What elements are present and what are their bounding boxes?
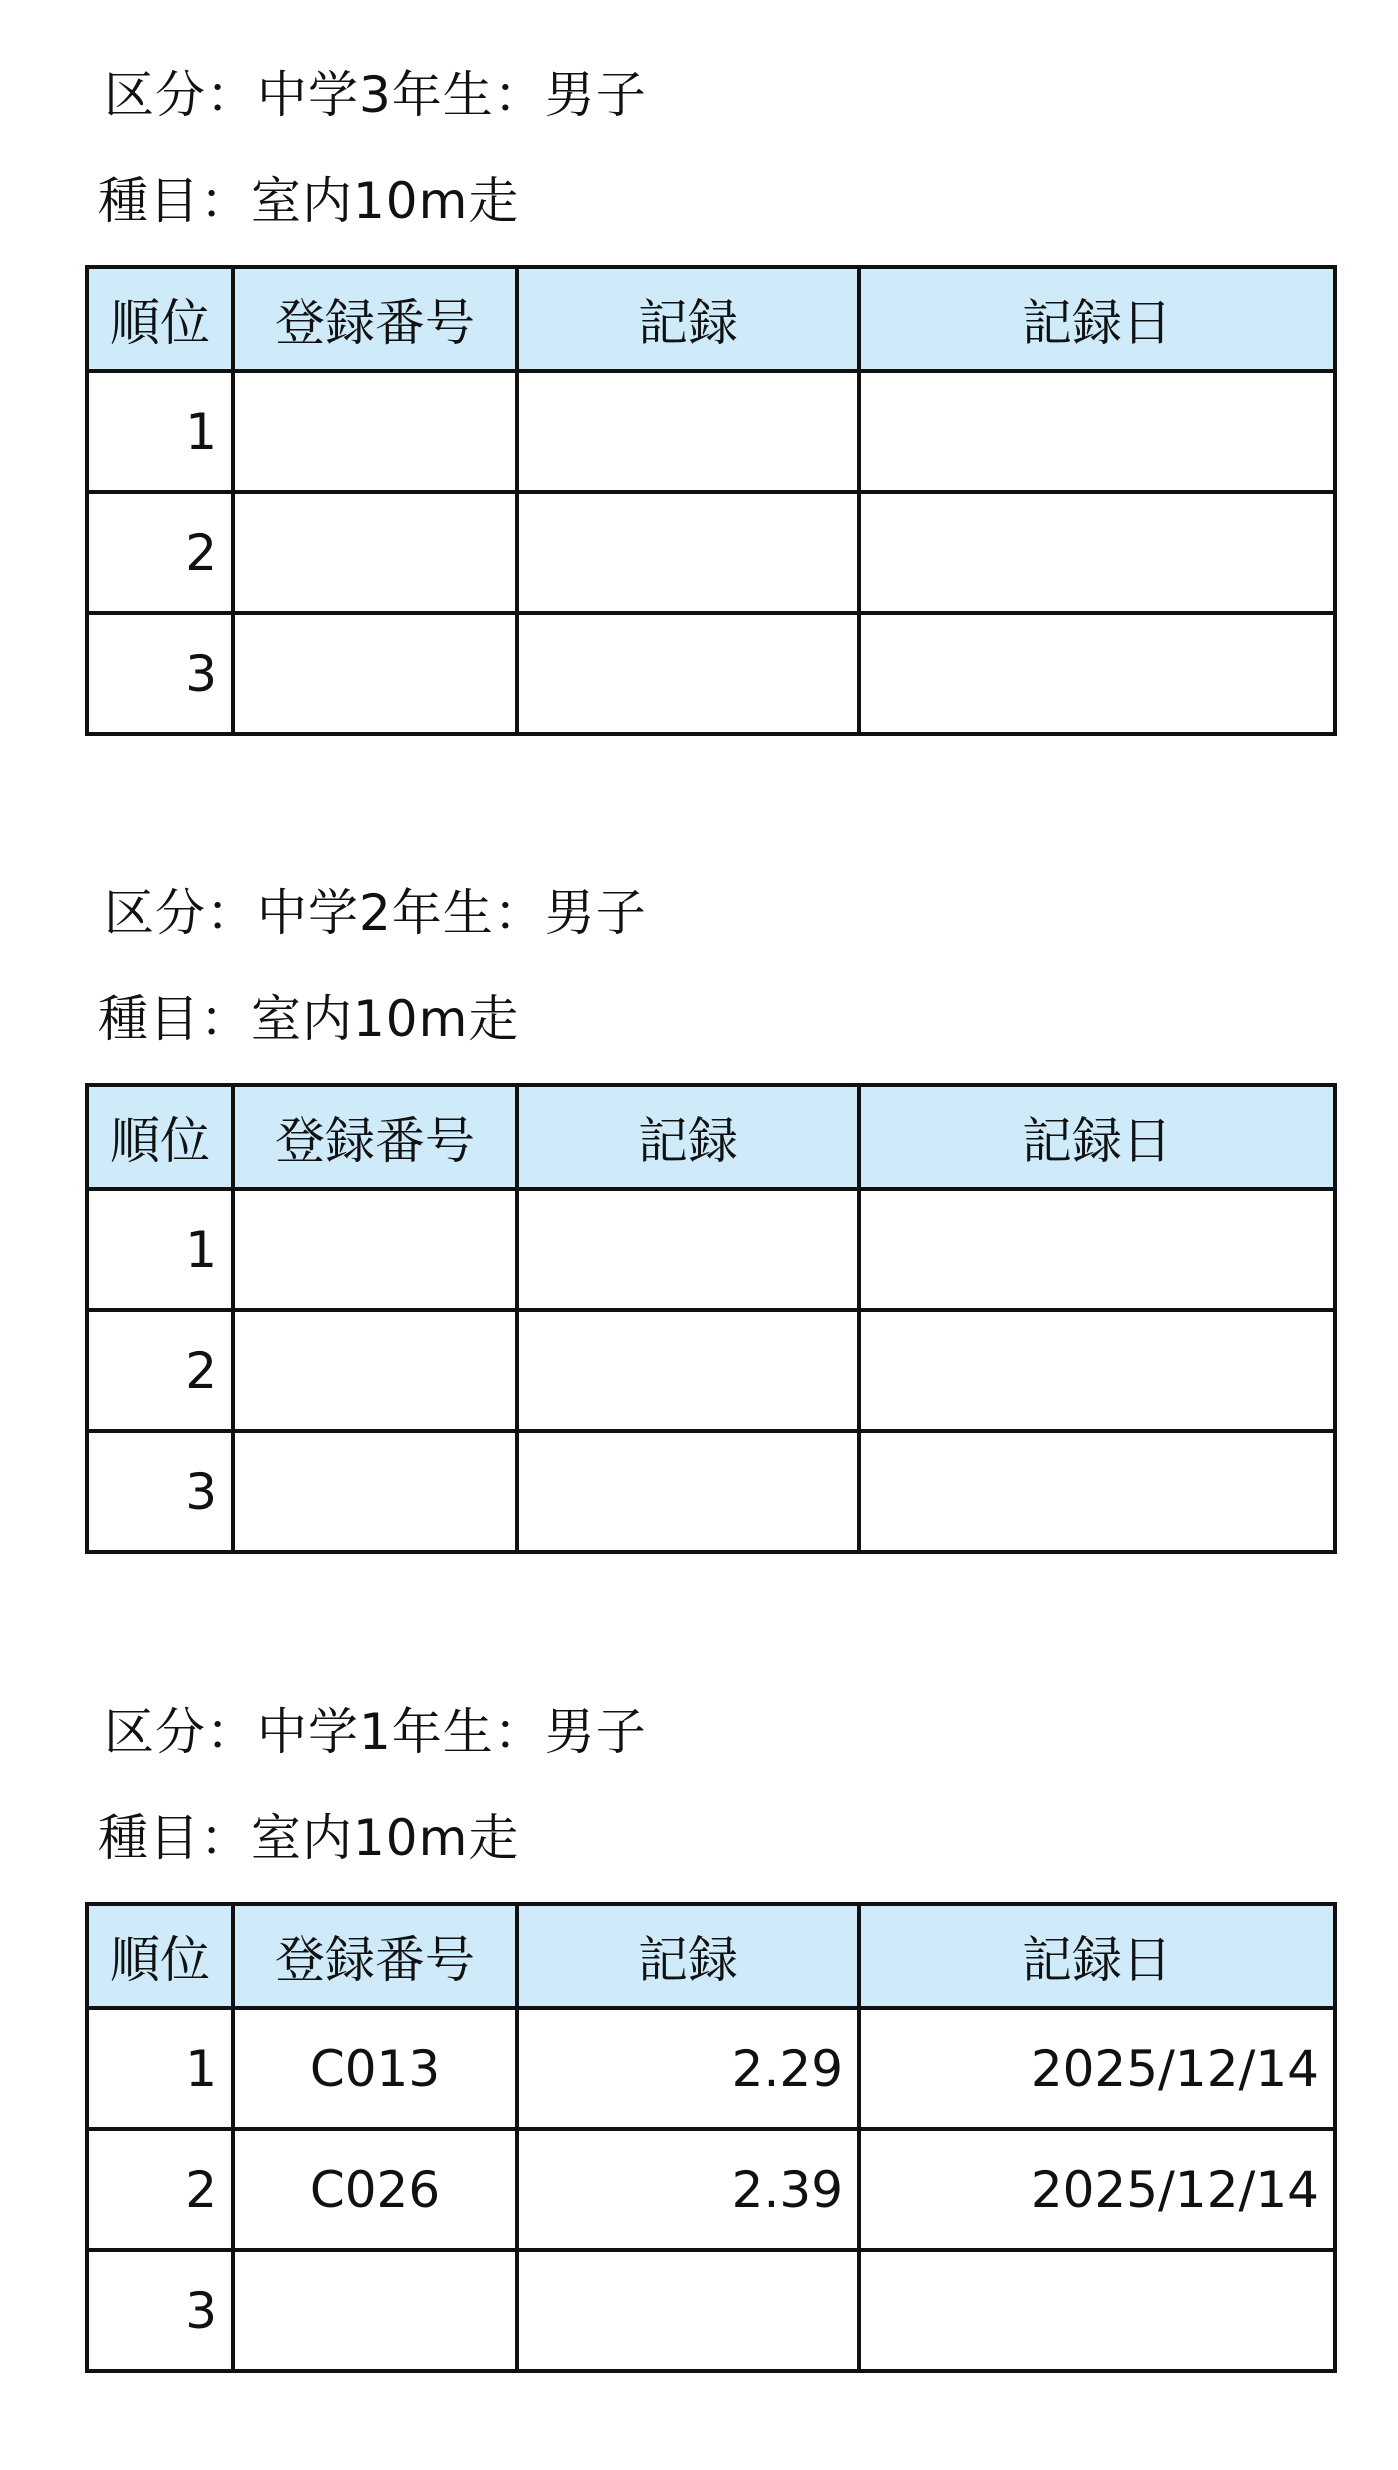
cell-record (517, 492, 859, 613)
event-prefix: 種目： (98, 1809, 251, 1867)
header-registration-number: 登録番号 (233, 267, 517, 371)
ranking-table (85, 1083, 1337, 1554)
cell-registration-number (233, 371, 517, 492)
cell-rank: 3 (87, 1431, 233, 1552)
table-row (87, 613, 1335, 734)
cell-record-date (859, 613, 1335, 734)
category-line (104, 883, 647, 943)
cell-rank: 1 (87, 2008, 233, 2129)
event-value: 室内10m走 (251, 1809, 520, 1867)
header-registration-number: 登録番号 (233, 1904, 517, 2008)
cell-record (517, 1431, 859, 1552)
table-row (87, 2008, 1335, 2129)
cell-registration-number (233, 613, 517, 734)
cell-registration-number: C026 (233, 2129, 517, 2250)
event-line (98, 171, 519, 231)
cell-registration-number (233, 1189, 517, 1310)
cell-registration-number (233, 2250, 517, 2371)
table-row (87, 2129, 1335, 2250)
category-prefix: 区分： (104, 884, 257, 942)
table-header-row (87, 1085, 1335, 1189)
cell-registration-number: C013 (233, 2008, 517, 2129)
table-header-row (87, 267, 1335, 371)
event-line (98, 1808, 519, 1868)
category-line (104, 1702, 647, 1762)
header-record-date: 記録日 (859, 267, 1335, 371)
cell-rank: 2 (87, 492, 233, 613)
table-row (87, 1189, 1335, 1310)
event-value: 室内10m走 (251, 172, 520, 230)
cell-registration-number (233, 1310, 517, 1431)
cell-record (517, 2250, 859, 2371)
cell-record: 2.39 (517, 2129, 859, 2250)
cell-registration-number (233, 1431, 517, 1552)
category-value: 中学2年生：男子 (257, 884, 647, 942)
cell-record-date: 2025/12/14 (859, 2129, 1335, 2250)
category-value: 中学3年生：男子 (257, 66, 647, 124)
table-row (87, 1431, 1335, 1552)
cell-record-date (859, 492, 1335, 613)
table-row (87, 1310, 1335, 1431)
cell-rank: 3 (87, 613, 233, 734)
event-line (98, 989, 519, 1049)
cell-record-date: 2025/12/14 (859, 2008, 1335, 2129)
category-line (104, 65, 647, 125)
table-header-row (87, 1904, 1335, 2008)
event-prefix: 種目： (98, 990, 251, 1048)
header-rank: 順位 (87, 1085, 233, 1189)
event-value: 室内10m走 (251, 990, 520, 1048)
cell-registration-number (233, 492, 517, 613)
cell-record-date (859, 1189, 1335, 1310)
cell-record: 2.29 (517, 2008, 859, 2129)
category-prefix: 区分： (104, 1703, 257, 1761)
header-record: 記録 (517, 1904, 859, 2008)
header-rank: 順位 (87, 1904, 233, 2008)
cell-record-date (859, 1431, 1335, 1552)
header-record-date: 記録日 (859, 1904, 1335, 2008)
category-prefix: 区分： (104, 66, 257, 124)
cell-rank: 3 (87, 2250, 233, 2371)
header-record: 記録 (517, 1085, 859, 1189)
table-row (87, 492, 1335, 613)
cell-record (517, 1189, 859, 1310)
cell-rank: 1 (87, 371, 233, 492)
header-registration-number: 登録番号 (233, 1085, 517, 1189)
table-row (87, 2250, 1335, 2371)
event-prefix: 種目： (98, 172, 251, 230)
cell-rank: 2 (87, 1310, 233, 1431)
header-rank: 順位 (87, 267, 233, 371)
table-row (87, 371, 1335, 492)
cell-rank: 1 (87, 1189, 233, 1310)
ranking-table (85, 1902, 1337, 2373)
header-record: 記録 (517, 267, 859, 371)
ranking-table (85, 265, 1337, 736)
cell-record (517, 613, 859, 734)
cell-record-date (859, 2250, 1335, 2371)
cell-record (517, 371, 859, 492)
cell-record-date (859, 1310, 1335, 1431)
cell-record-date (859, 371, 1335, 492)
category-value: 中学1年生：男子 (257, 1703, 647, 1761)
header-record-date: 記録日 (859, 1085, 1335, 1189)
cell-rank: 2 (87, 2129, 233, 2250)
cell-record (517, 1310, 859, 1431)
